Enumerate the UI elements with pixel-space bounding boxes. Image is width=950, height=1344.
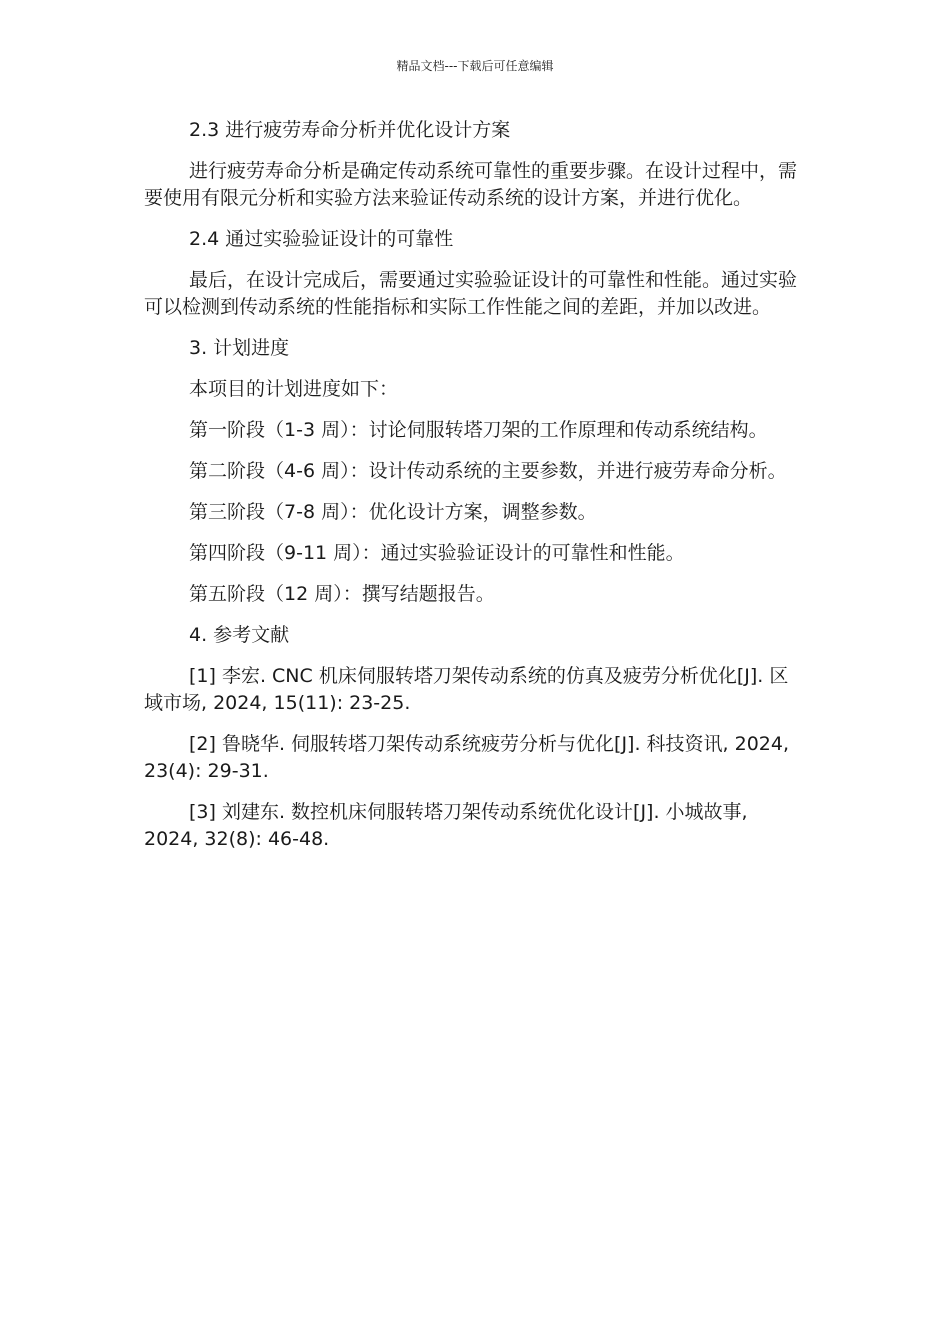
schedule-item: 第一阶段（1-3 周）：讨论伺服转塔刀架的工作原理和传动系统结构。 bbox=[189, 419, 768, 441]
reference-item: [2] 鲁晓华. 伺服转塔刀架传动系统疲劳分析与优化[J]. 科技资讯, 2024, 23(4): 29-31. bbox=[144, 733, 790, 782]
body-paragraph: 本项目的计划进度如下： bbox=[189, 378, 399, 400]
reference-item: [1] 李宏. CNC 机床伺服转塔刀架传动系统的仿真及疲劳分析优化[J]. 区域市场, 2024, 15(11): 23-25. bbox=[144, 665, 789, 714]
reference-item: [3] 刘建东. 数控机床伺服转塔刀架传动系统优化设计[J]. 小城故事, 2024, 32(8): 46-48. bbox=[144, 801, 748, 850]
page-header: 精品文档---下载后可任意编辑 bbox=[396, 59, 554, 73]
section-heading-3: 3. 计划进度 bbox=[189, 337, 290, 359]
section-heading-2-3: 2.3 进行疲劳寿命分析并优化设计方案 bbox=[189, 119, 511, 141]
document-body bbox=[144, 117, 804, 853]
section-heading-2-4: 2.4 通过实验验证设计的可靠性 bbox=[189, 228, 454, 250]
schedule-item: 第五阶段（12 周）：撰写结题报告。 bbox=[189, 583, 495, 605]
body-paragraph: 最后，在设计完成后，需要通过实验验证设计的可靠性和性能。通过实验可以检测到传动系统的性能指标和实际工作性能之间的差距，并加以改进。 bbox=[144, 269, 798, 318]
section-heading-4: 4. 参考文献 bbox=[189, 624, 290, 646]
schedule-item: 第四阶段（9-11 周）：通过实验验证设计的可靠性和性能。 bbox=[189, 542, 685, 564]
body-paragraph: 进行疲劳寿命分析是确定传动系统可靠性的重要步骤。在设计过程中，需要使用有限元分析和实验方法来验证传动系统的设计方案，并进行优化。 bbox=[144, 160, 798, 209]
schedule-item: 第三阶段（7-8 周）：优化设计方案，调整参数。 bbox=[189, 501, 597, 523]
schedule-item: 第二阶段（4-6 周）：设计传动系统的主要参数，并进行疲劳寿命分析。 bbox=[189, 460, 787, 482]
